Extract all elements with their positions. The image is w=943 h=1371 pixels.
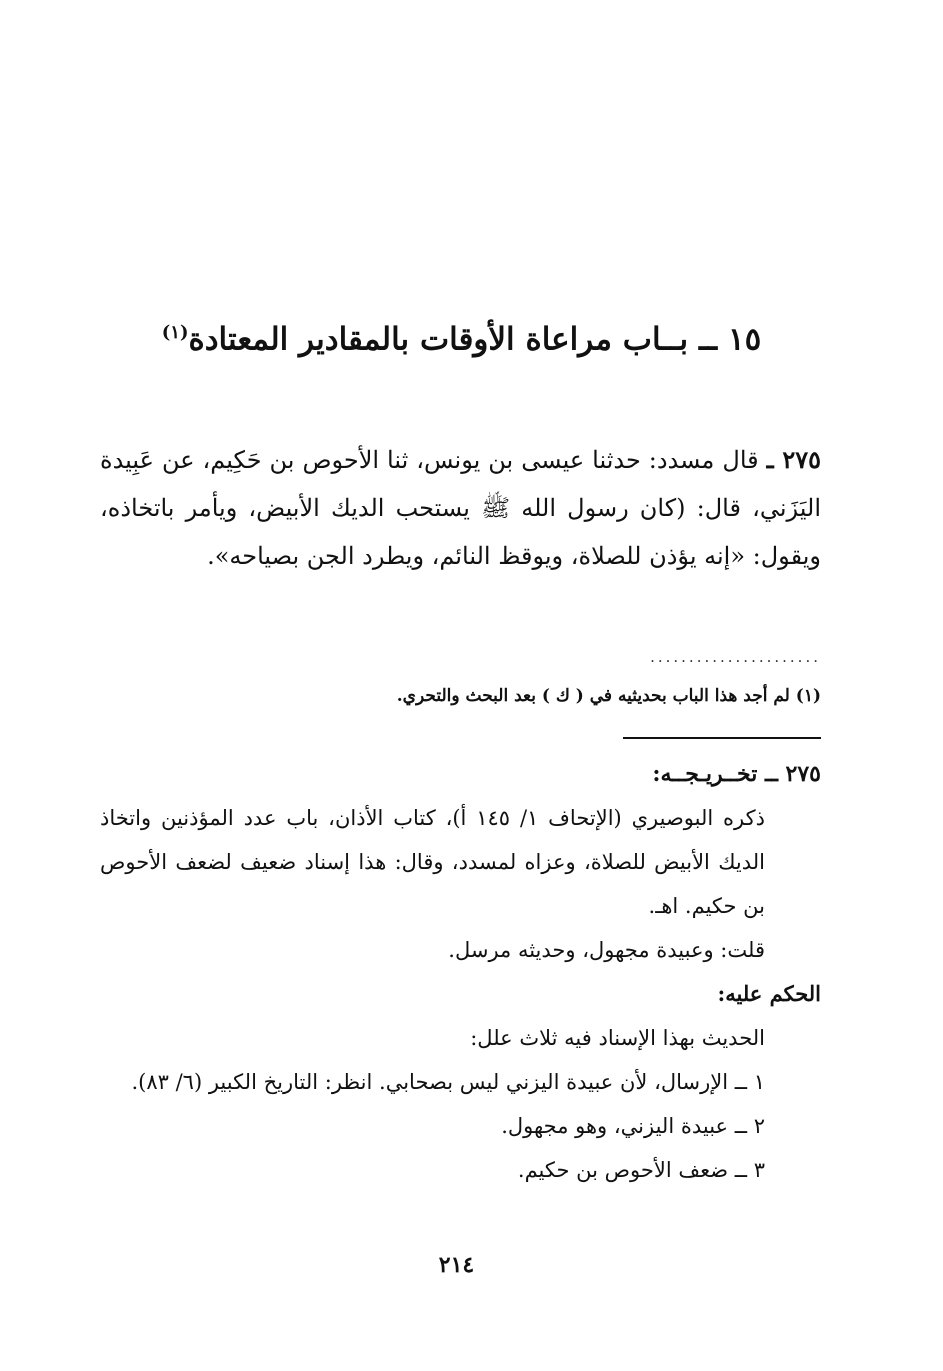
takhrij-paragraph-2: قلت: وعبيدة مجهول، وحديثه مرسل. xyxy=(448,938,765,962)
page-number: ٢١٤ xyxy=(438,1252,475,1278)
hadith-text-block xyxy=(100,436,821,580)
ruling-heading: الحكم عليه: xyxy=(717,981,821,1006)
takhrij-heading: ٢٧٥ ــ تخــريـجــه: xyxy=(652,761,821,787)
footnote xyxy=(100,680,821,712)
ruling-intro: الحديث بهذا الإسناد فيه ثلاث علل: xyxy=(470,1026,765,1050)
chapter-footnote-ref: (١) xyxy=(161,322,189,343)
takhrij-paragraph-1: ذكره البوصيري (الإتحاف ١/ ١٤٥ أ)، كتاب الأذان، باب عدد المؤذنين واتخاذ الديك الأبيض للصلاة، وعزاه لمسدد، وقال: هذا إسناد ضعيف لضعف الأحوص بن حكيم. اهـ. xyxy=(100,806,765,918)
chapter-title-text: ١٥ ــ بــاب مراعاة الأوقات بالمقادير المعتادة xyxy=(188,321,762,358)
hadith-number: ٢٧٥ ـ xyxy=(766,445,821,474)
chapter-title xyxy=(100,308,823,364)
ruling-reason-3: ٣ ــ ضعف الأحوص بن حكيم. xyxy=(517,1158,765,1182)
footnote-text: (١) لم أجد هذا الباب بحديثيه في ( ك ) بعد البحث والتحري. xyxy=(396,686,821,706)
footnote-separator-dots: ...................... xyxy=(650,648,821,666)
ruling-reason-2: ٢ ــ عبيدة اليزني، وهو مجهول. xyxy=(501,1114,765,1138)
ruling-reason-1: ١ ــ الإرسال، لأن عبيدة اليزني ليس بصحابي. انظر: التاريخ الكبير (٦/ ٨٣). xyxy=(131,1070,765,1094)
takhrij-section xyxy=(100,752,821,1192)
section-divider-rule xyxy=(623,737,821,739)
hadith-text: قال مسدد: حدثنا عيسى بن يونس، ثنا الأحوص بن حَكِيم، عن عَبِيدة اليَزَني، قال: (كان رسول الله ﷺ يستحب الديك الأبيض، ويأمر باتخاذه، ويقول: «إنه يؤذن للصلاة، ويوقظ النائم، ويطرد الجن بصياحه». xyxy=(100,446,821,570)
